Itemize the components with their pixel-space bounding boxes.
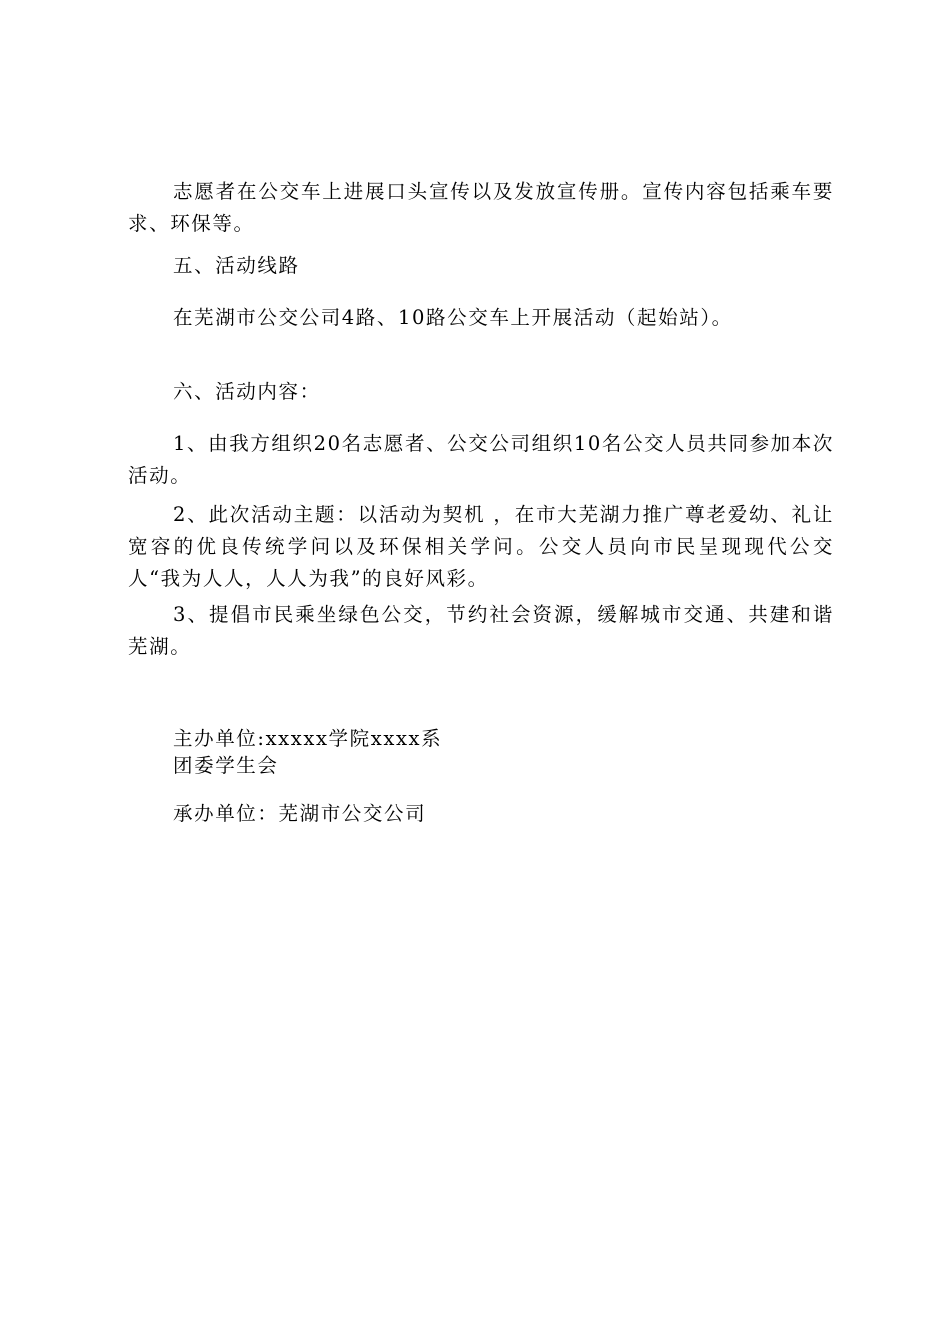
paragraph-content-item-3: 3、提倡市民乘坐绿色公交，节约社会资源，缓解城市交通、共建和谐芜湖。 [128,603,834,658]
heading-activity-content: 六、活动内容： [173,380,321,403]
heading-activity-route: 五、活动线路 [173,254,300,277]
paragraph-content-item-2: 2、此次活动主题：以活动为契机 ，在市大芜湖力推广尊老爱幼、礼让宽容的优良传统学问以及环保相关学问。公交人员向市民呈现现代公交人“我为人人，人人为我”的良好风彩。 [128,503,834,590]
paragraph-content-item-1: 1、由我方组织20名志愿者、公交公司组织10名公交人员共同参加本次活动。 [128,432,834,487]
organizer-line-1: 主办单位:xxxxx学院xxxx系 [173,727,443,750]
organizer-line-2: 团委学生会 [173,754,279,777]
paragraph-route-detail: 在芜湖市公交公司4路、10路公交车上开展活动（起始站）。 [173,306,733,329]
co-organizer-line: 承办单位：芜湖市公交公司 [173,802,427,825]
paragraph-volunteer-publicity: 志愿者在公交车上进展口头宣传以及发放宣传册。宣传内容包括乘车要求、环保等。 [128,180,834,235]
